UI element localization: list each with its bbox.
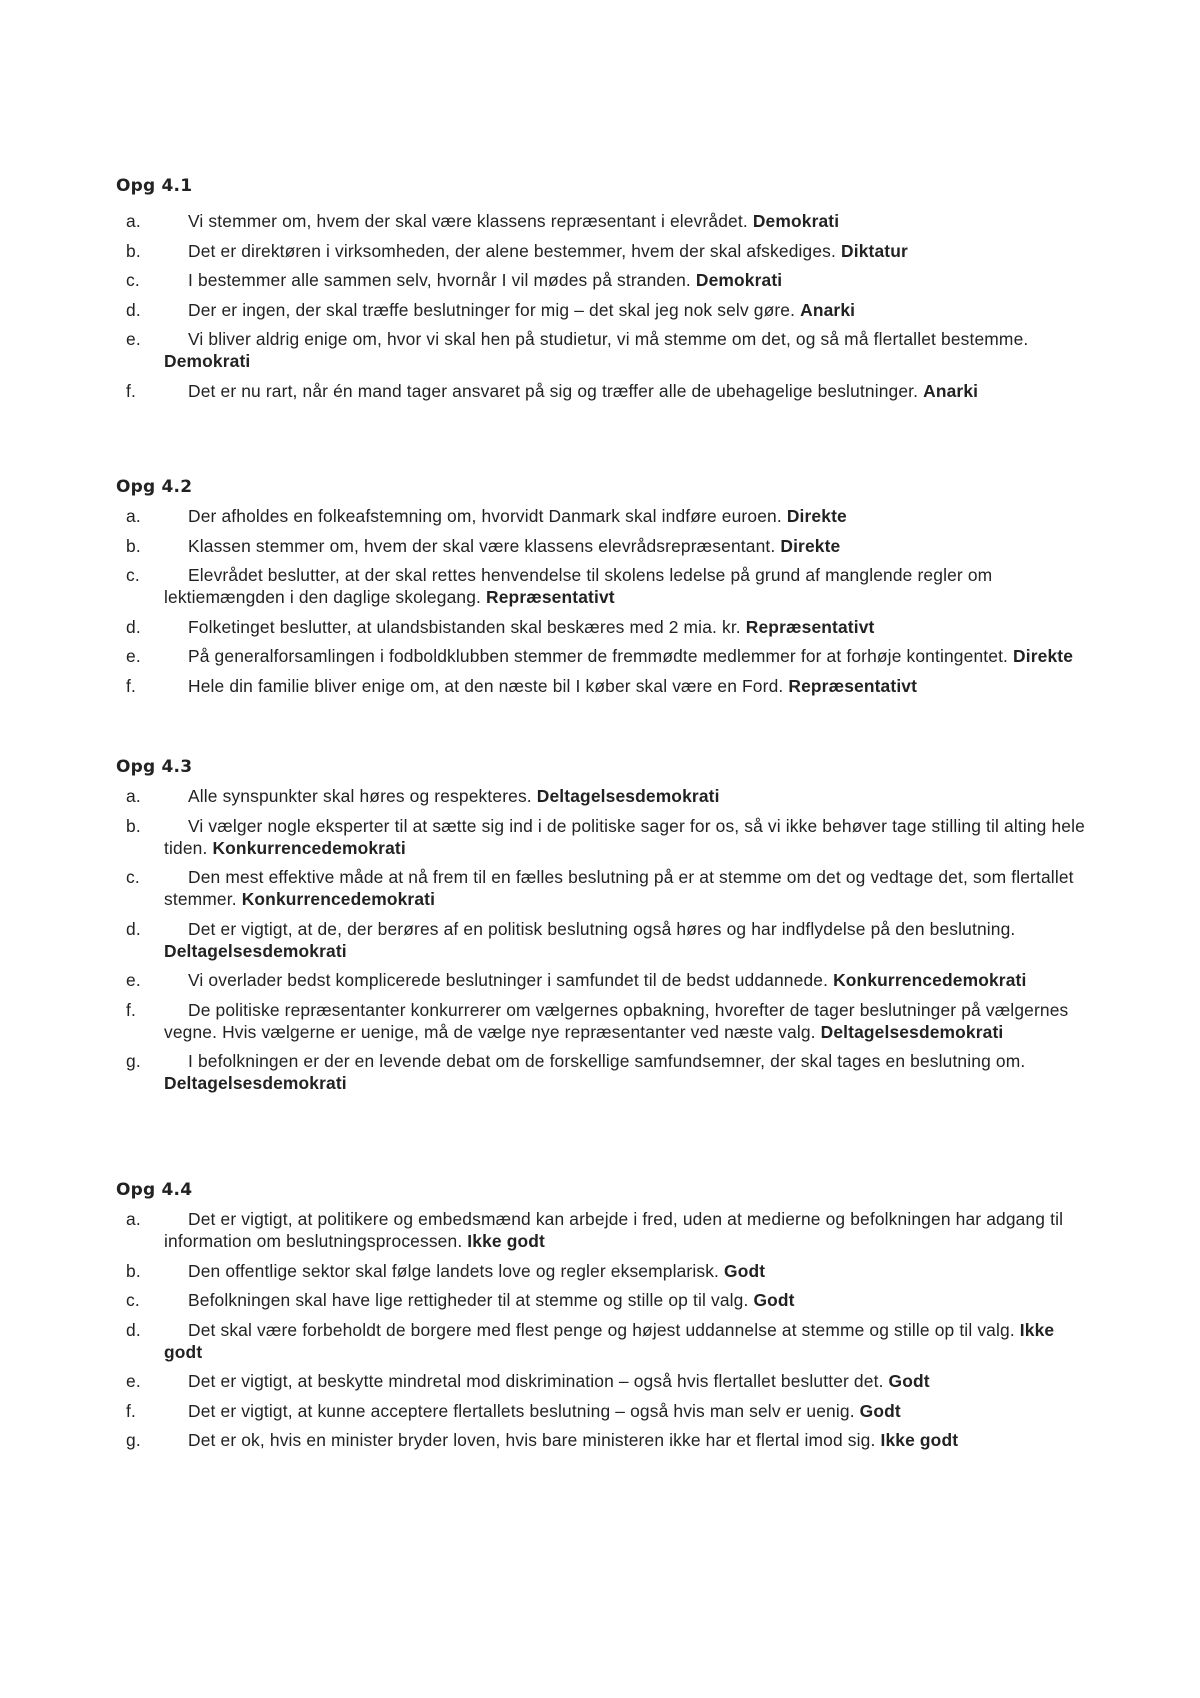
- section-title: Opg 4.2: [116, 477, 193, 497]
- section-title: Opg 4.1: [116, 176, 193, 196]
- item-text: Folketinget beslutter, at ulandsbistanden skal beskæres med 2 mia. kr.: [188, 616, 741, 637]
- item-answer: Diktatur: [841, 240, 908, 261]
- item-text: Det skal være forbeholdt de borgere med flest penge og højest uddannelse at stemme og stille op til valg.: [188, 1319, 1015, 1340]
- item-answer: Ikke godt: [164, 1319, 1055, 1362]
- answer-list: [116, 210, 1096, 402]
- item-answer: Direkte: [1013, 646, 1074, 666]
- list-item: [116, 866, 1096, 910]
- list-item: [116, 505, 1096, 527]
- list-item: [116, 380, 1096, 402]
- list-item: [116, 535, 1096, 557]
- item-letter: a.: [126, 1209, 141, 1229]
- item-letter: d.: [126, 918, 141, 939]
- item-letter: d.: [126, 1319, 141, 1340]
- item-answer: Deltagelsesdemokrati: [164, 940, 347, 961]
- item-letter: c.: [126, 1290, 140, 1310]
- list-item: [116, 1208, 1096, 1252]
- item-text: Det er vigtigt, at de, der berøres af en politisk beslutning også høres og har indflydelse på den beslutning.: [188, 918, 1016, 939]
- item-answer: Godt: [753, 1290, 795, 1310]
- item-answer: Konkurrencedemokrati: [241, 889, 436, 909]
- item-answer: Deltagelsesdemokrati: [536, 786, 720, 806]
- section-opg-4-4: [116, 1180, 1096, 1459]
- item-letter: e.: [126, 329, 141, 349]
- item-letter: e.: [126, 970, 141, 990]
- item-text: Befolkningen skal have lige rettigheder til at stemme og stille op til valg.: [188, 1290, 749, 1310]
- list-item: [116, 269, 1096, 291]
- answer-list: [116, 1208, 1096, 1451]
- item-text: Det er vigtigt, at kunne acceptere flertallets beslutning – også hvis man selv er uenig.: [188, 1400, 855, 1421]
- list-item: [116, 1370, 1096, 1392]
- item-text: Den offentlige sektor skal følge landets love og regler eksemplarisk.: [188, 1260, 720, 1281]
- item-letter: c.: [126, 270, 140, 290]
- item-text: Alle synspunkter skal høres og respekteres.: [188, 786, 532, 806]
- answer-list: [116, 785, 1096, 1094]
- item-answer: Demokrati: [752, 211, 840, 231]
- item-letter: d.: [126, 616, 141, 637]
- item-letter: g.: [126, 1051, 141, 1071]
- item-letter: g.: [126, 1430, 141, 1450]
- item-letter: b.: [126, 1260, 141, 1281]
- item-text: Der er ingen, der skal træffe beslutninger for mig – det skal jeg nok selv gøre.: [188, 299, 796, 320]
- item-letter: b.: [126, 815, 141, 836]
- item-answer: Godt: [859, 1400, 901, 1421]
- list-item: [116, 999, 1096, 1043]
- item-answer: Repræsentativt: [486, 587, 615, 607]
- list-item: [116, 815, 1096, 859]
- item-answer: Godt: [888, 1371, 930, 1391]
- list-item: [116, 299, 1096, 321]
- item-answer: Repræsentativt: [745, 616, 875, 637]
- item-text: Vi vælger nogle eksperter til at sætte sig ind i de politiske sager for os, så vi ikke behøver tage stilling til alting hele tiden.: [164, 815, 1085, 858]
- list-item: [116, 564, 1096, 608]
- list-item: [116, 240, 1096, 262]
- item-text: Vi bliver aldrig enige om, hvor vi skal hen på studietur, vi må stemme om det, og så må flertallet bestemme.: [188, 329, 1029, 349]
- item-letter: a.: [126, 506, 141, 526]
- item-letter: f.: [126, 380, 136, 401]
- item-letter: e.: [126, 1371, 141, 1391]
- item-text: I befolkningen er der en levende debat om de forskellige samfundsemner, der skal tages en beslutning om.: [188, 1051, 1026, 1071]
- list-item: [116, 1260, 1096, 1282]
- item-letter: b.: [126, 240, 141, 261]
- item-answer: Ikke godt: [880, 1430, 959, 1450]
- item-answer: Anarki: [800, 299, 856, 320]
- list-item: [116, 1319, 1096, 1363]
- item-letter: a.: [126, 211, 141, 231]
- list-item: [116, 1050, 1096, 1094]
- list-item: [116, 328, 1096, 372]
- list-item: [116, 1289, 1096, 1311]
- item-answer: Konkurrencedemokrati: [833, 970, 1027, 990]
- item-text: Den mest effektive måde at nå frem til en fælles beslutning på er at stemme om det og vedtage det, som flertallet stemmer.: [164, 867, 1074, 909]
- item-answer: Repræsentativt: [788, 675, 918, 696]
- item-text: De politiske repræsentanter konkurrerer om vælgernes opbakning, hvorefter de tager beslutninger på vælgernes vegne. Hvis vælgerne er uenige, må de vælge nye repræsentanter ved næste valg.: [164, 999, 1069, 1042]
- item-letter: b.: [126, 535, 141, 556]
- item-text: Det er ok, hvis en minister bryder loven, hvis bare ministeren ikke har et flertal imod sig.: [188, 1430, 876, 1450]
- item-answer: Deltagelsesdemokrati: [820, 1021, 1004, 1042]
- item-text: I bestemmer alle sammen selv, hvornår I vil mødes på stranden.: [188, 270, 691, 290]
- item-answer: Konkurrencedemokrati: [212, 837, 406, 858]
- item-answer: Demokrati: [695, 270, 783, 290]
- list-item: [116, 969, 1096, 991]
- list-item: [116, 1400, 1096, 1422]
- item-text: Vi overlader bedst komplicerede beslutninger i samfundet til de bedst uddannede.: [188, 970, 829, 990]
- item-text: Det er nu rart, når én mand tager ansvaret på sig og træffer alle de ubehagelige beslutninger.: [188, 380, 919, 401]
- list-item: [116, 1429, 1096, 1451]
- item-letter: f.: [126, 1400, 136, 1421]
- item-answer: Demokrati: [164, 351, 251, 371]
- section-opg-4-2: [116, 477, 1096, 704]
- item-letter: a.: [126, 786, 141, 806]
- item-answer: Ikke godt: [467, 1231, 545, 1251]
- answer-list: [116, 505, 1096, 697]
- item-answer: Direkte: [786, 506, 847, 526]
- item-text: Hele din familie bliver enige om, at den næste bil I køber skal være en Ford.: [188, 675, 784, 696]
- item-text: Det er direktøren i virksomheden, der alene bestemmer, hvem der skal afskediges.: [188, 240, 837, 261]
- item-letter: f.: [126, 675, 136, 696]
- item-letter: f.: [126, 999, 136, 1020]
- list-item: [116, 616, 1096, 638]
- list-item: [116, 210, 1096, 232]
- item-text: Det er vigtigt, at beskytte mindretal mod diskrimination – også hvis flertallet beslutter det.: [188, 1371, 884, 1391]
- section-opg-4-1: [116, 176, 1096, 409]
- section-title: Opg 4.4: [116, 1180, 193, 1200]
- item-text: Klassen stemmer om, hvem der skal være klassens elevrådsrepræsentant.: [188, 535, 776, 556]
- item-answer: Deltagelsesdemokrati: [164, 1073, 347, 1093]
- section-title: Opg 4.3: [116, 757, 193, 777]
- item-letter: e.: [126, 646, 141, 666]
- list-item: [116, 645, 1096, 667]
- item-answer: Anarki: [923, 380, 979, 401]
- item-text: Det er vigtigt, at politikere og embedsmænd kan arbejde i fred, uden at medierne og befolkningen har adgang til information om beslutningsprocessen.: [164, 1209, 1064, 1251]
- item-letter: c.: [126, 867, 140, 887]
- item-text: Vi stemmer om, hvem der skal være klassens repræsentant i elevrådet.: [188, 211, 748, 231]
- item-answer: Direkte: [780, 535, 841, 556]
- section-opg-4-3: [116, 757, 1096, 1102]
- list-item: [116, 785, 1096, 807]
- item-letter: d.: [126, 299, 141, 320]
- item-answer: Godt: [724, 1260, 766, 1281]
- item-text: Der afholdes en folkeafstemning om, hvorvidt Danmark skal indføre euroen.: [188, 506, 782, 526]
- list-item: [116, 675, 1096, 697]
- item-text: På generalforsamlingen i fodboldklubben stemmer de fremmødte medlemmer for at forhøje kontingentet.: [188, 646, 1009, 666]
- list-item: [116, 918, 1096, 962]
- item-text: Elevrådet beslutter, at der skal rettes henvendelse til skolens ledelse på grund af manglende regler om lektiemængden i den daglige skolegang.: [164, 565, 993, 607]
- item-letter: c.: [126, 565, 140, 585]
